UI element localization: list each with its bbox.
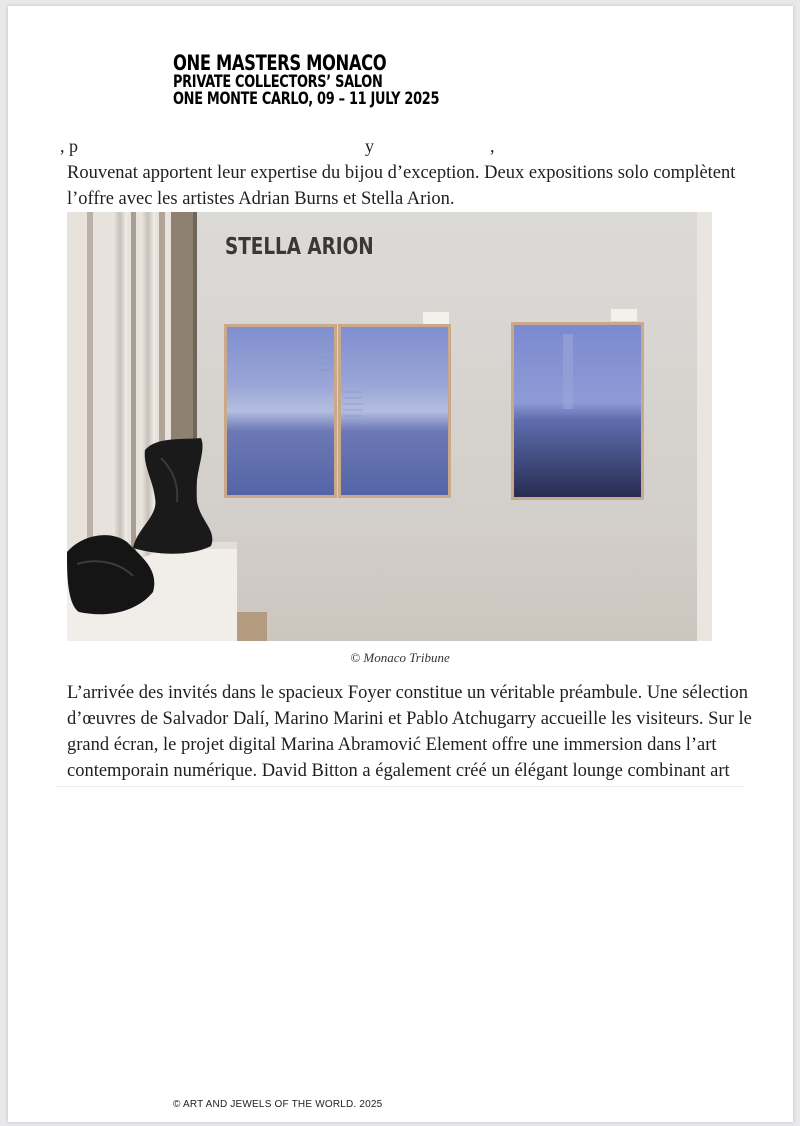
- clipped-text-line: , p y ,: [60, 136, 495, 156]
- event-venue-dates: ONE MONTE CARLO, 09 – 11 JULY 2025: [173, 89, 440, 109]
- paragraph-line: grand écran, le projet digital Marina Abramović Element offre une immersion dans l’art: [67, 735, 717, 755]
- paragraph-line: contemporain numérique. David Bitton a également créé un élégant lounge combinant art: [67, 761, 730, 781]
- paragraph-line: L’arrivée des invités dans le spacieux Foyer constitue un véritable préambule. Une sélection: [67, 683, 749, 703]
- photo-caption: © Monaco Tribune: [350, 650, 450, 665]
- event-header: [173, 52, 523, 108]
- footer-copyright: © ART AND JEWELS OF THE WORLD. 2025: [173, 1099, 383, 1110]
- exhibition-photo-illustration: [67, 212, 712, 641]
- event-subtitle: PRIVATE COLLECTORS’ SALON: [173, 72, 383, 92]
- wall-sign: STELLA ARION: [225, 233, 374, 260]
- section-divider: [56, 786, 744, 787]
- paragraph-line: l’offre avec les artistes Adrian Burns et Stella Arion.: [67, 189, 455, 209]
- paragraph-intro: [67, 160, 736, 212]
- paragraph-line: d’œuvres de Salvador Dalí, Marino Marini et Pablo Atchugarry accueille les visiteurs. Sur le: [67, 709, 752, 729]
- paragraph-line: Rouvenat apportent leur expertise du bijou d’exception. Deux expositions solo complètent: [67, 163, 736, 183]
- exhibition-photo: [67, 212, 712, 641]
- event-title: ONE MASTERS MONACO: [173, 51, 387, 75]
- paragraph-foyer: [67, 680, 752, 784]
